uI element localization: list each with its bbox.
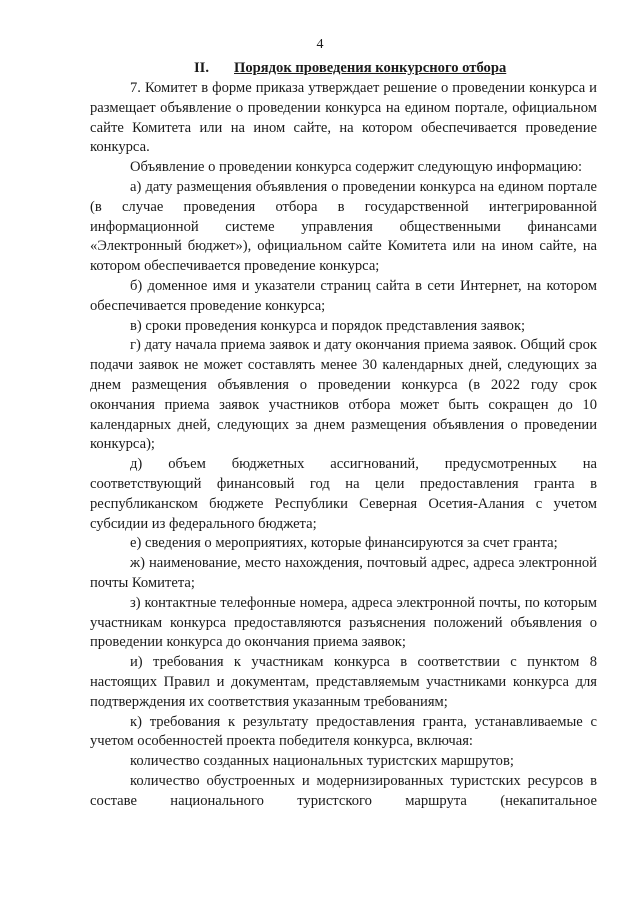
paragraph-item-a: а) дату размещения объявления о проведении конкурса на едином портале (в случае проведения отбора в государственной интегрированной информационной системе управления общественными финансами «Электронный бюджет»), официальном сайте Комитета или на ином сайте, на котором обеспечивается проведение конкурса;: [90, 178, 597, 275]
paragraph-item-b: б) доменное имя и указатели страниц сайта в сети Интернет, на котором обеспечивается проведение конкурса;: [90, 277, 597, 314]
paragraph-item-k: к) требования к результату предоставления гранта, устанавливаемые с учетом особенностей проекта победителя конкурса, включая:: [90, 713, 597, 750]
paragraph-resources-count: количество обустроенных и модернизированных туристских ресурсов в составе национального туристского маршрута (некапитальное: [90, 772, 597, 809]
paragraph-item-z: з) контактные телефонные номера, адреса электронной почты, по которым участникам конкурса предоставляются разъяснения положений объявления о проведении конкурса до окончания приема заявок;: [90, 594, 597, 651]
paragraph-item-zh: ж) наименование, место нахождения, почтовый адрес, адреса электронной почты Комитета;: [90, 555, 597, 591]
paragraph-item-i: и) требования к участникам конкурса в соответствии с пунктом 8 настоящих Правил и документам, представляемым участниками конкурса для подтверждения их соответствия указанным требованиям;: [90, 654, 597, 710]
section-heading: [90, 58, 597, 79]
paragraph-item-d: д) объем бюджетных ассигнований, предусмотренных на соответствующий финансовый год на цели предоставления гранта в республиканском бюджете Республики Северная Осетия-Алания с учетом субсидии из федерального бюджета;: [90, 456, 597, 532]
page-content: [90, 58, 597, 811]
paragraph-routes-count: количество созданных национальных туристских маршрутов;: [130, 753, 514, 770]
section-title: Порядок проведения конкурсного отбора: [234, 60, 507, 76]
paragraph-item-v: в) сроки проведения конкурса и порядок представления заявок;: [130, 317, 526, 334]
page-number: 4: [316, 37, 324, 52]
paragraph-7: 7. Комитет в форме приказа утверждает решение о проведении конкурса и размещает объявление о проведении конкурса на едином портале, официальном сайте Комитета или на ином сайте, на котором обеспечивается проведение конкурса.: [90, 80, 597, 156]
paragraph-item-e: е) сведения о мероприятиях, которые финансируются за счет гранта;: [130, 535, 558, 552]
paragraph-item-g: г) дату начала приема заявок и дату окончания приема заявок. Общий срок подачи заявок не может составлять менее 30 календарных дней, следующих за днем размещения объявления о проведении конкурса (в 2022 году срок окончания приема заявок участников отбора может быть сокращен до 10 календарных дней, следующих за днем размещения объявления о проведении конкурса);: [90, 337, 597, 453]
section-numeral: II.: [194, 60, 210, 76]
paragraph-announcement-intro: Объявление о проведении конкурса содержит следующую информацию:: [130, 159, 583, 176]
